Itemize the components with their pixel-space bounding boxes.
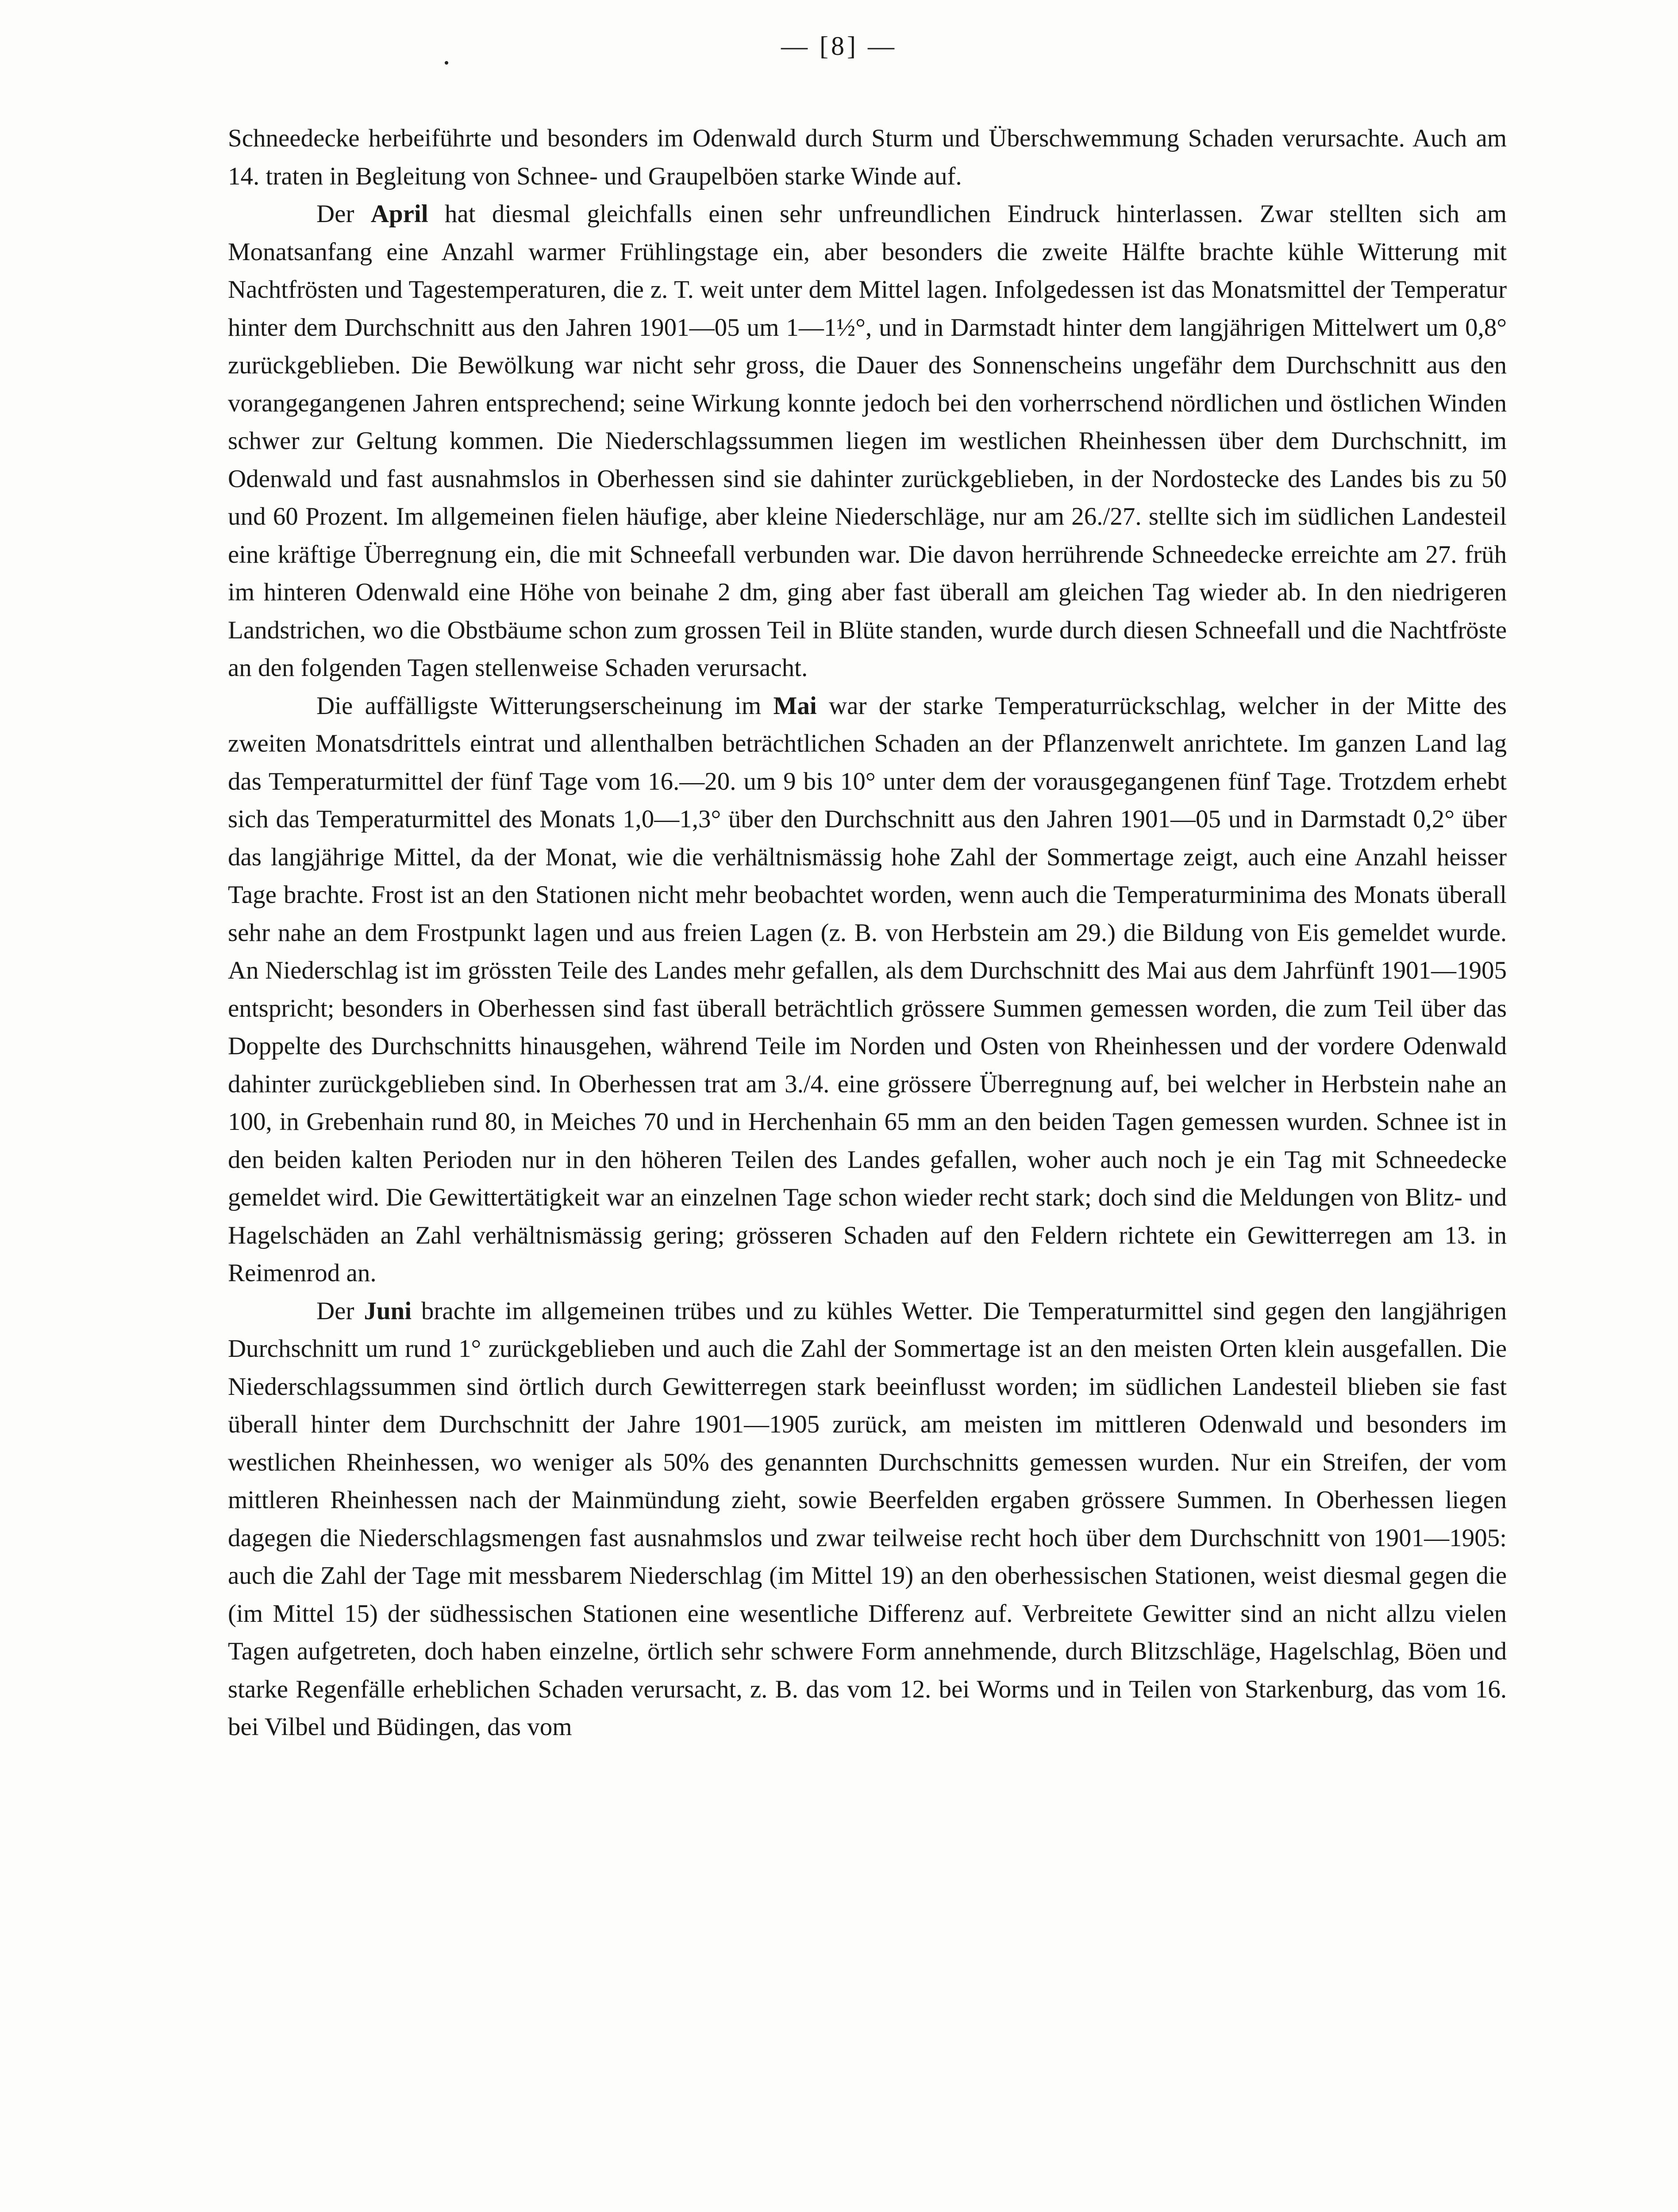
paragraph-june xyxy=(228,1292,1507,1746)
paragraph-may xyxy=(228,687,1507,1292)
paragraph-text: war der starke Temperaturrückschlag, welcher in der Mitte des zweiten Monatsdrittels eintrat und allenthalben beträchtlichen Schaden an der Pflanzenwelt anrichtete. Im ganzen Land lag das Temperaturmittel der fünf Tage vom 16.—20. um 9 bis 10° unter dem der vorausgegangenen fünf Tage. Trotzdem erhebt sich das Temperaturmittel des Monats 1,0—1,3° über den Durchschnitt aus den Jahren 1901—05 und in Darmstadt 0,2° über das langjährige Mittel, da der Monat, wie die verhältnismässig hohe Zahl der Sommertage zeigt, auch eine Anzahl heisser Tage brachte. Frost ist an den Stationen nicht mehr beobachtet worden, wenn auch die Temperaturminima des Monats überall sehr nahe an dem Frostpunkt lagen und aus freien Lagen (z. B. von Herbstein am 29.) die Bildung von Eis gemeldet wurde. An Niederschlag ist im grössten Teile des Landes mehr gefallen, als dem Durchschnitt des Mai aus dem Jahrfünft 1901—1905 entspricht; besonders in Oberhessen sind fast überall beträchtlich grössere Summen gemessen worden, die zum Teil über das Doppelte des Durchschnitts hinausgehen, während Teile im Norden und Osten von Rheinhessen und der vordere Odenwald dahinter zurückgeblieben sind. In Oberhessen trat am 3./4. eine grössere Überregnung auf, bei welcher in Herbstein nahe an 100, in Grebenhain rund 80, in Meiches 70 und in Herchenhain 65 mm an den beiden Tagen gemessen wurden. Schnee ist in den beiden kalten Perioden nur in den höheren Teilen des Landes gefallen, woher auch noch je ein Tag mit Schneedecke gemeldet wird. Die Gewittertätigkeit war an einzelnen Tage schon wieder recht stark; doch sind die Meldungen von Blitz- und Hagelschäden an Zahl verhältnismässig gering; grösseren Schaden auf den Feldern richtete ein Gewitterregen am 13. in Reimenrod an. xyxy=(228,691,1507,1287)
month-keyword: April xyxy=(370,200,428,228)
paragraph-lead: Die auffälligste Witterungserscheinung im xyxy=(316,691,774,720)
body-text xyxy=(228,119,1507,1746)
paragraph-text: hat diesmal gleichfalls einen sehr unfreundlichen Eindruck hinterlassen. Zwar stellten sich am Monatsanfang eine Anzahl warmer Frühlingstage ein, aber besonders die zweite Hälfte brachte kühle Witterung mit Nachtfrösten und Tagestemperaturen, die z. T. weit unter dem Mittel lagen. Infolgedessen ist das Monatsmittel der Temperatur hinter dem Durchschnitt aus den Jahren 1901—05 um 1—1½°, und in Darmstadt hinter dem langjährigen Mittelwert um 0,8° zurückgeblieben. Die Bewölkung war nicht sehr gross, die Dauer des Sonnenscheins ungefähr dem Durchschnitt aus den vorangegangenen Jahren entsprechend; seine Wirkung konnte jedoch bei den vorherrschend nördlichen und östlichen Winden schwer zur Geltung kommen. Die Niederschlagssummen liegen im westlichen Rheinhessen über dem Durchschnitt, im Odenwald und fast ausnahmslos in Oberhessen sind sie dahinter zurückgeblieben, in der Nordostecke des Landes bis zu 50 und 60 Prozent. Im allgemeinen fielen häufige, aber kleine Niederschläge, nur am 26./27. stellte sich im südlichen Landesteil eine kräftige Überregnung ein, die mit Schneefall verbunden war. Die davon herrührende Schneedecke erreichte am 27. früh im hinteren Odenwald eine Höhe von beinahe 2 dm, ging aber fast überall am gleichen Tag wieder ab. In den niedrigeren Landstrichen, wo die Obstbäume schon zum grossen Teil in Blüte standen, wurde durch diesen Schneefall und die Nachtfröste an den folgenden Tagen stellenweise Schaden verursacht. xyxy=(228,200,1507,682)
paragraph-march-continued xyxy=(228,119,1507,195)
paragraph-text: brachte im allgemeinen trübes und zu kühles Wetter. Die Temperaturmittel sind gegen den langjährigen Durchschnitt um rund 1° zurückgeblieben und auch die Zahl der Sommertage ist an den meisten Orten klein ausgefallen. Die Niederschlagssummen sind örtlich durch Gewitterregen stark beeinflusst worden; im südlichen Landesteil blieben sie fast überall hinter dem Durchschnitt der Jahre 1901—1905 zurück, am meisten im mittleren Odenwald und besonders im westlichen Rheinhessen, wo weniger als 50% des genannten Durchschnitts gemessen wurden. Nur ein Streifen, der vom mittleren Rheinhessen nach der Mainmündung zieht, sowie Beerfelden ergaben grössere Summen. In Oberhessen liegen dagegen die Niederschlagsmengen fast ausnahmslos und zwar teilweise recht hoch über dem Durchschnitt von 1901—1905: auch die Zahl der Tage mit messbarem Niederschlag (im Mittel 19) an den oberhessischen Stationen, weist diesmal gegen die (im Mittel 15) der südhessischen Stationen eine wesentliche Differenz auf. Verbreitete Gewitter sind an nicht allzu vielen Tagen aufgetreten, doch haben einzelne, örtlich sehr schwere Form annehmende, durch Blitzschläge, Hagelschlag, Böen und starke Regenfälle erheblichen Schaden verursacht, z. B. das vom 12. bei Worms und in Teilen von Starkenburg, das vom 16. bei Vilbel und Büdingen, das vom xyxy=(228,1297,1507,1741)
paragraph-april xyxy=(228,195,1507,687)
paragraph-lead: Der xyxy=(316,200,371,228)
paragraph-text: Schneedecke herbeiführte und besonders im Odenwald durch Sturm und Überschwemmung Schaden verursachte. Auch am 14. traten in Begleitung von Schnee- und Graupelböen starke Winde auf. xyxy=(228,124,1507,190)
month-keyword: Juni xyxy=(364,1297,412,1325)
scan-speck xyxy=(445,61,448,65)
month-keyword: Mai xyxy=(773,691,817,720)
paragraph-lead: Der xyxy=(316,1297,364,1325)
page-number: — [8] — xyxy=(781,31,897,61)
